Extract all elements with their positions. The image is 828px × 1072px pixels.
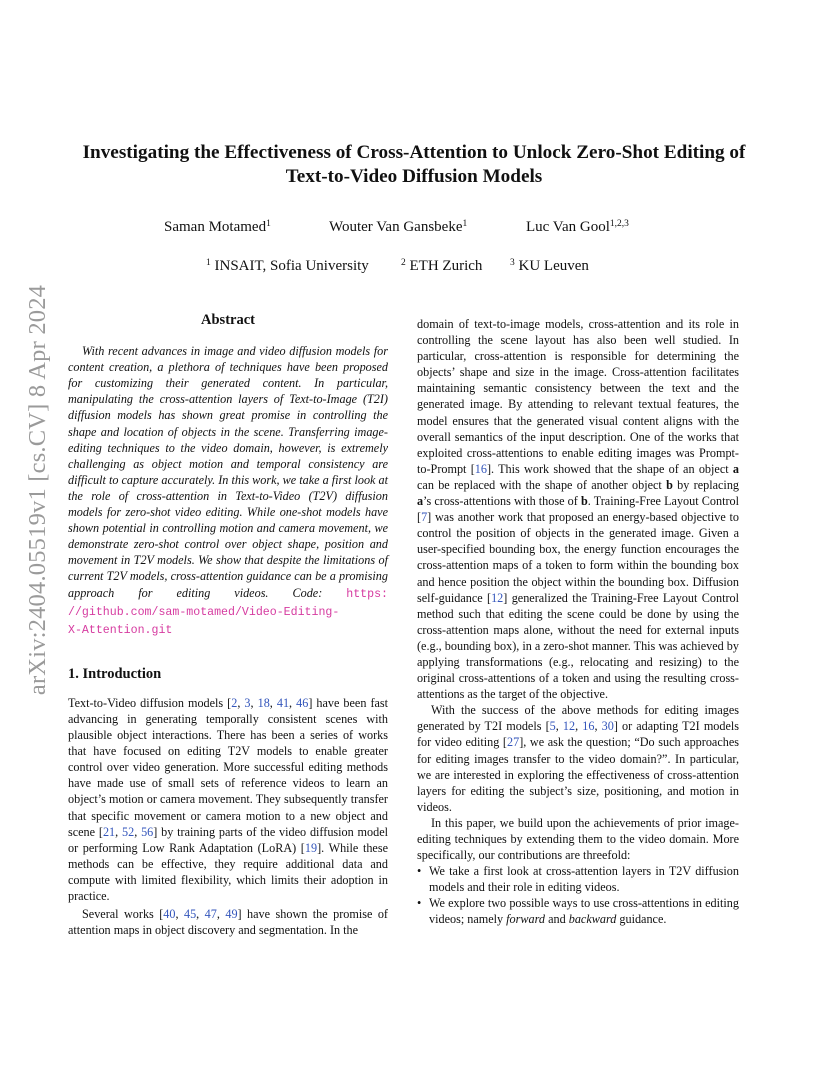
text-run: ] have been fast advancing in generating temporally consistent scenes with plausible object interactions. There has been a series of works that have focused on editing T2V models to enable greater control over video generation. More successful editing methods have made use of small sets of reference videos to learn an object’s motion or camera movement. They subsequently transfer that specific movement or camera motion to a new object and scene [ — [68, 695, 389, 839]
right-column — [417, 316, 739, 928]
citation-link[interactable]: 30 — [601, 719, 614, 734]
paper-title — [60, 141, 768, 189]
abstract-heading: Abstract — [201, 312, 255, 328]
abstract-body — [68, 343, 388, 639]
text-run: ] generalized the Training-Free Layout Control method such that editing the scene could be done by using the cross-attention maps alone, without the need for external inputs (e.g., bounding box), in a zero-shot manner. This was achieved by applying transformations (e.g., relocating and resizing) to the original cross-attentions of a token and using the resulting cross-attentions as the target of the objective. — [417, 590, 739, 702]
text-run: guidance. — [616, 912, 667, 927]
citation-link[interactable]: 3 — [244, 695, 251, 710]
affiliation-1 — [206, 256, 369, 276]
text-run: by replacing — [672, 477, 740, 492]
arxiv-stamp — [18, 284, 58, 696]
text-run: domain of text-to-image models, cross-attention and its role in controlling the scene layout has also been well studied. In particular, cross-attention is responsible for determining the objects’ shape and size in the image. Cross-attention facilitates maintaining semantic consistency between the text and the generated image. By attending to relevant textual features, the model ensures that the generated visual content aligns with the overall semantics of the input description. One of the works that exploited cross-attentions to enable editing images was Prompt-to-Prompt [ — [417, 317, 739, 476]
author-3 — [526, 217, 629, 237]
citation-link[interactable]: 2 — [231, 695, 238, 710]
code-link-part-3: X-Attention.git — [68, 623, 173, 637]
author-affiliation-mark: 1,2,3 — [609, 219, 629, 229]
title-line-1: Investigating the Effectiveness of Cross-Attention to Unlock Zero-Shot Editing of — [82, 142, 746, 163]
introduction-heading: 1. Introduction — [68, 665, 162, 682]
citation-link[interactable]: 47 — [204, 907, 217, 922]
object-symbol: b — [666, 477, 673, 492]
affiliation-name: ETH Zurich — [409, 258, 483, 274]
emphasis-forward: forward — [506, 912, 546, 927]
author-name: Wouter Van Gansbeke — [329, 219, 463, 235]
text-run: Several works [ — [82, 907, 164, 922]
citation-link[interactable]: 5 — [549, 719, 556, 734]
text-run: ] or adapting T2I models for video editing [ — [417, 719, 740, 750]
citation-link[interactable]: 12 — [491, 590, 504, 605]
citation-link[interactable]: 21 — [102, 824, 116, 839]
text-run: We explore two possible ways to use cross-attentions in editing videos; namely — [429, 896, 739, 927]
object-symbol: a — [417, 494, 424, 509]
text-run: With the success of the above methods for editing images generated by T2I models [ — [417, 703, 739, 734]
contribution-item-1: • We take a first look at cross-attention layers in T2V diffusion models and their role in editing videos. — [417, 863, 739, 895]
text-run: Text-to-Video diffusion models [ — [68, 695, 232, 710]
author-affiliation-mark: 1 — [266, 219, 271, 229]
code-link-part-2: //github.com/sam-motamed/Video-Editing- — [68, 605, 340, 619]
object-symbol: a — [732, 461, 739, 476]
citation-link[interactable]: 40 — [163, 907, 176, 922]
citation-link[interactable]: 7 — [421, 510, 428, 525]
author-name: Luc Van Gool — [526, 219, 610, 235]
citation-link[interactable]: 16 — [474, 461, 487, 476]
affiliation-mark: 3 — [510, 258, 515, 268]
text-run: . Training-Free Layout Control [ — [417, 494, 740, 525]
affiliation-mark: 1 — [206, 258, 211, 268]
left-column — [68, 312, 388, 938]
text-run: ], we ask the question; “Do such approaches for editing images transfer to the video domain?”. In particular, we are interested in exploring the effectiveness of cross-attention layers for editing the subject’s size, positioning, and motion in videos. — [417, 735, 739, 814]
right-paragraph-1 — [417, 316, 739, 702]
text-run: and — [545, 912, 569, 927]
affiliation-2 — [401, 256, 482, 276]
emphasis-backward: backward — [568, 912, 617, 927]
citation-link[interactable]: 19 — [304, 840, 318, 855]
text-run: ]. This work showed that the shape of an object — [486, 461, 733, 476]
text-run: can be replaced with the shape of another object — [417, 477, 667, 492]
affiliation-mark: 2 — [401, 258, 406, 268]
right-paragraph-3: In this paper, we build upon the achievements of prior image-editing techniques by extending them to the video domain. More specifically, our contributions are threefold: — [417, 815, 739, 863]
citation-link[interactable]: 41 — [276, 695, 290, 710]
right-paragraph-2: With the success of the above methods for editing images generated by T2I models [5, 12, 16, 30] or adapting T2I models for video editing [27], we ask the question; “Do such approaches for editing images transfer to the video domain?”. In particular, we are interested in exploring the effectiveness of cross-attention layers for editing the subject’s size, positioning, and motion in videos. — [417, 703, 740, 814]
object-symbol: b — [580, 494, 588, 509]
citation-link[interactable]: 49 — [225, 907, 238, 922]
citation-link[interactable]: 27 — [507, 735, 520, 750]
citation-link[interactable]: 12 — [562, 719, 576, 734]
author-name: Saman Motamed — [164, 219, 267, 235]
text-run: ] by training parts of the video diffusion model or performing Low Rank Adaptation (LoRA) [ — [68, 824, 389, 855]
text-run: ] have shown the promise of attention maps in object discovery and segmentation. In the — [68, 907, 388, 938]
citation-link[interactable]: 56 — [141, 824, 154, 839]
citation-link[interactable]: 52 — [122, 824, 135, 839]
author-affiliation-mark: 1 — [462, 219, 468, 229]
code-link-part-1: https: — [346, 587, 388, 601]
citation-link[interactable]: 45 — [183, 907, 197, 922]
contribution-list — [417, 863, 739, 927]
affiliation-3 — [510, 256, 589, 276]
contribution-item-2 — [417, 895, 739, 927]
citation-link[interactable]: 16 — [582, 719, 595, 734]
citation-link[interactable]: 18 — [257, 695, 270, 710]
text-run: ’s cross-attentions with those of — [423, 494, 581, 509]
arxiv-identifier: arXiv:2404.05519v1 [cs.CV] 8 Apr 2024 — [24, 284, 52, 696]
author-2 — [329, 217, 467, 237]
intro-paragraph-1: Text-to-Video diffusion models [2, 3, 18, 41, 46] have been fast advancing in generating temporally consistent scenes with plausible object interactions. There has been a series of works that have focused on editing T2V models to enable greater control over video generation. More successful editing methods have made use of small sets of reference videos to learn an object’s motion or camera movement. They subsequently transfer that specific movement or camera motion to a new object and scene [21, 52, 56] by training parts of the video diffusion model or performing Low Rank Adaptation (LoRA) [19]. While these methods can be effective, they require additional data and compute with limited flexibility, which limits their adoption in practice. — [68, 695, 389, 903]
text-run: ]. While these methods can be effective, they require additional data and compute with limited flexibility, which limits their adoption in practice. — [68, 840, 388, 903]
abstract-text: With recent advances in image and video diffusion models for content creation, a plethora of techniques have been proposed for customizing their generated content. In particular, manipulating the cross-attention layers of Text-to-Image (T2I) diffusion models has shown great promise in controlling the shape and location of objects in the scene. Transferring image-editing techniques to the video domain, however, is extremely challenging as object motion and temporal consistency are difficult to capture accurately. In this work, we take a first look at the role of cross-attention in Text-to-Video (T2V) diffusion models for zero-shot video editing. While one-shot models have shown potential in controlling motion and camera movement, we demonstrate zero-shot control over object shape, position and movement in T2V models. We show that despite the limitations of current T2V models, cross-attention guidance can be a promising approach for editing videos. Code: — [68, 344, 388, 600]
affiliation-name: INSAIT, Sofia University — [214, 258, 369, 274]
citation-link[interactable]: 46 — [296, 695, 309, 710]
affiliation-name: KU Leuven — [518, 258, 589, 274]
author-1 — [164, 217, 271, 237]
intro-paragraph-2: Several works [40, 45, 47, 49] have shown the promise of attention maps in object discovery and segmentation. In the — [68, 907, 388, 938]
title-line-2: Text-to-Video Diffusion Models — [285, 166, 543, 187]
text-run: ] was another work that proposed an energy-based objective to control the position of objects in the generated image. Given a user-specified bounding box, the energy function encourages the cross-attention maps of a token to form within the bounding box and hence position the object within the bounding box. Diffusion self-guidance [ — [417, 510, 739, 605]
